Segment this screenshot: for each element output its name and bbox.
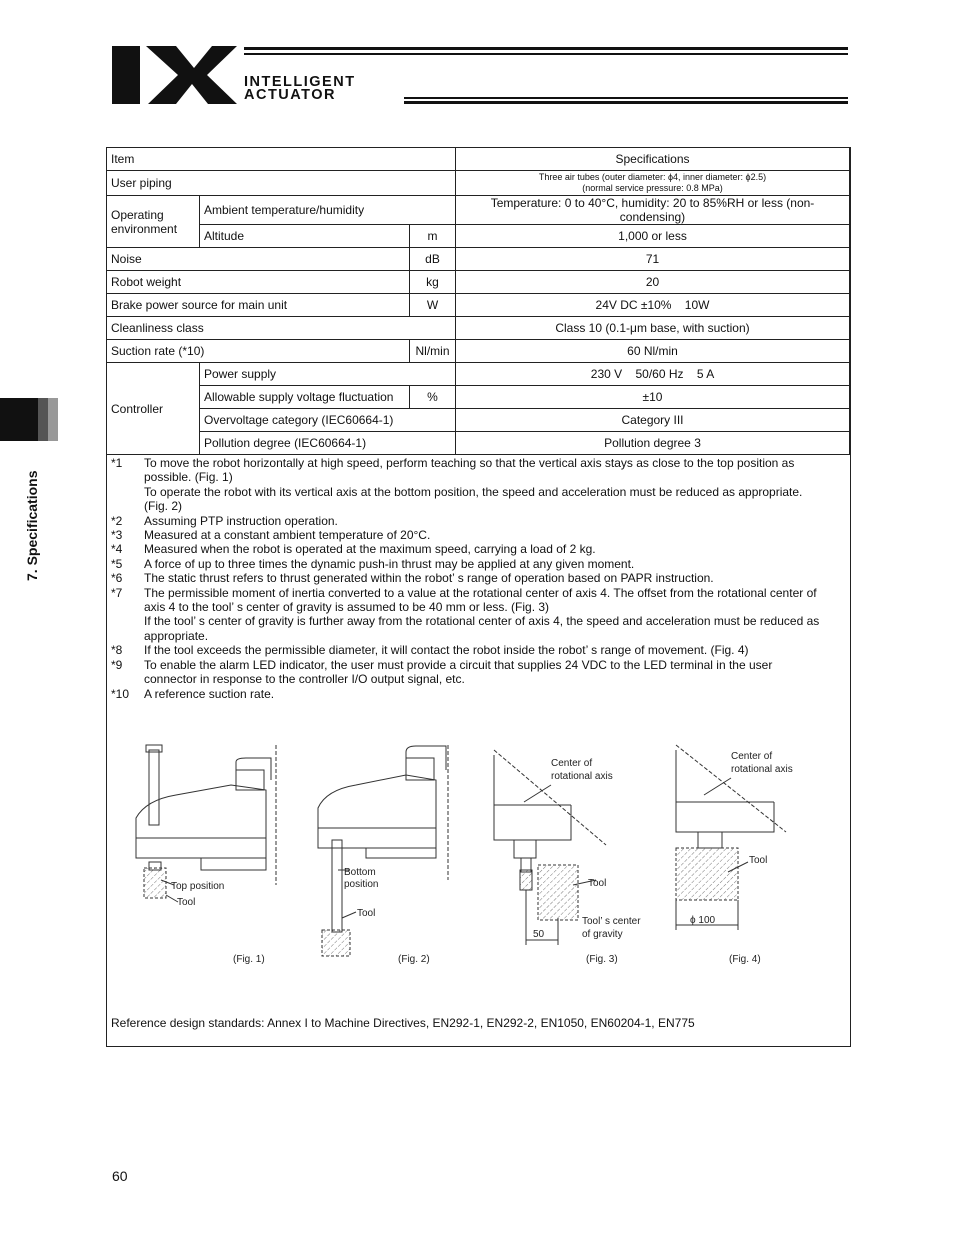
row-value: 230 V 50/60 Hz 5 A — [456, 363, 850, 386]
note-item: *9 To enable the alarm LED indicator, the user must provide a circuit that supplies 24 VDC to the LED terminal in the user connector in response to the controller I/O output signal, etc. — [111, 657, 773, 687]
fig4-label-center-2: rotational axis — [731, 764, 793, 775]
chapter-tab-shade — [38, 398, 48, 441]
fig2-label-bottom-2: position — [344, 879, 379, 890]
row-label: Altitude — [200, 225, 410, 248]
footnotes — [111, 456, 846, 701]
header-rule-top-2 — [244, 53, 848, 55]
note-item: *5 A force of up to three times the dynamic push-in thrust may be applied at any given moment. — [111, 556, 635, 571]
fig3-caption: (Fig. 3) — [586, 954, 618, 965]
fig2-label-tool: Tool — [357, 908, 376, 919]
spec-table — [106, 147, 850, 455]
row-value: 1,000 or less — [456, 225, 850, 248]
note-item: *8 If the tool exceeds the permissible diameter, it will contact the robot inside the robot’ s range of movement. (Fig. 4) — [111, 643, 749, 658]
row-label: User piping — [107, 171, 456, 196]
header-item: Item — [107, 148, 456, 171]
table-row — [107, 248, 850, 271]
row-label: Ambient temperature/humidity — [200, 196, 456, 225]
row-value: 60 Nl/min — [456, 340, 850, 363]
row-label: Suction rate (*10) — [107, 340, 410, 363]
note-item: *3 Measured at a constant ambient temperature of 20°C. — [111, 528, 431, 543]
note-item: *6 The static thrust refers to thrust generated within the robot’ s range of operation based on PAPR instruction. — [111, 571, 714, 586]
row-label: Allowable supply voltage fluctuation — [200, 386, 410, 409]
chapter-label: 7. Specifications — [24, 470, 40, 581]
fig3-label-center-2: rotational axis — [551, 771, 613, 782]
row-unit: W — [410, 294, 456, 317]
table-row — [107, 363, 850, 386]
table-row — [107, 317, 850, 340]
row-value: Class 10 (0.1-μm base, with suction) — [456, 317, 850, 340]
note-item: *7 The permissible moment of inertia converted to a value at the rotational center of axis 4. The offset from the rotational center of axis 4 to the tool’ s center of gravity is assumed to be 40 mm or less. (Fig. 3) If the tool’ s center of gravity is further away from the rotational center of axis 4, the speed and acceleration must be reduced as appropriate. — [111, 585, 820, 643]
row-unit: kg — [410, 271, 456, 294]
fig3-dimension: 50 — [533, 929, 545, 940]
brand-name: INTELLIGENT ACTUATOR — [244, 74, 356, 103]
table-row — [107, 225, 850, 248]
chapter-tab-shade-light — [48, 398, 58, 441]
reference-standards: Reference design standards: Annex I to Machine Directives, EN292-1, EN292-2, EN1050, EN60204-1, EN775 — [111, 1016, 695, 1030]
header-rule-bottom-1 — [404, 97, 848, 99]
fig4-label-tool: Tool — [749, 855, 768, 866]
row-value: Pollution degree 3 — [456, 432, 850, 455]
fig4-dimension: ϕ 100 — [690, 915, 716, 926]
table-row — [107, 171, 850, 196]
table-row — [107, 340, 850, 363]
table-row — [107, 196, 850, 225]
table-row — [107, 271, 850, 294]
row-value: 20 — [456, 271, 850, 294]
row-label: Pollution degree (IEC60664-1) — [200, 432, 456, 455]
fig3-label-cog-2: of gravity — [582, 929, 623, 940]
fig3-label-cog-1: Tool’ s center — [582, 916, 641, 927]
header-rule-top-1 — [244, 47, 848, 50]
row-value: 24V DC ±10% 10W — [456, 294, 850, 317]
row-value: 71 — [456, 248, 850, 271]
table-row — [107, 294, 850, 317]
row-unit: % — [410, 386, 456, 409]
fig1-label-tool: Tool — [177, 897, 196, 908]
table-row — [107, 432, 850, 455]
fig1-robot-drawing — [136, 745, 276, 902]
fig2-robot-drawing — [318, 745, 448, 956]
row-label: Overvoltage category (IEC60664-1) — [200, 409, 456, 432]
fig3-label-tool: Tool — [588, 878, 607, 889]
fig2-label-bottom-1: Bottom — [344, 867, 376, 878]
row-value: Temperature: 0 to 40°C, humidity: 20 to 85%RH or less (non-condensing) — [456, 196, 850, 225]
note-item: *10 A reference suction rate. — [111, 686, 275, 701]
header-spec: Specifications — [456, 148, 850, 171]
row-group-label: Operating environment — [107, 196, 200, 248]
header-rule-bottom-2 — [404, 101, 848, 104]
table-header-row — [107, 148, 850, 171]
fig4-label-center-1: Center of — [731, 751, 773, 762]
row-unit: Nl/min — [410, 340, 456, 363]
note-item: *4 Measured when the robot is operated at the maximum speed, carrying a load of 2 kg. — [111, 542, 596, 557]
row-value: Category III — [456, 409, 850, 432]
row-label: Robot weight — [107, 271, 410, 294]
ix-logo-icon — [112, 46, 237, 104]
fig3-label-center-1: Center of — [551, 758, 593, 769]
row-label: Noise — [107, 248, 410, 271]
row-label: Cleanliness class — [107, 317, 456, 340]
row-group-label: Controller — [107, 363, 200, 455]
table-row — [107, 409, 850, 432]
row-value: Three air tubes (outer diameter: ϕ4, inner diameter: ϕ2.5) (normal service pressure: 0.8 MPa) — [456, 171, 850, 196]
fig2-caption: (Fig. 2) — [398, 954, 430, 965]
page-number: 60 — [112, 1168, 128, 1184]
note-item: *2 Assuming PTP instruction operation. — [111, 513, 338, 528]
figures-diagram — [106, 740, 850, 975]
note-item: *1 To move the robot horizontally at high speed, perform teaching so that the vertical axis stays as close to the top position as possible. (Fig. 1) To operate the robot with its vertical axis at the bottom position, the speed and acceleration must be reduced as appropriate. (Fig. 2) — [111, 456, 803, 514]
table-row — [107, 386, 850, 409]
row-value: ±10 — [456, 386, 850, 409]
row-unit: m — [410, 225, 456, 248]
row-unit: dB — [410, 248, 456, 271]
fig4-caption: (Fig. 4) — [729, 954, 761, 965]
row-label: Brake power source for main unit — [107, 294, 410, 317]
row-label: Power supply — [200, 363, 456, 386]
fig1-label-top-position: Top position — [171, 881, 225, 892]
chapter-tab — [0, 398, 38, 441]
fig1-caption: (Fig. 1) — [233, 954, 265, 965]
